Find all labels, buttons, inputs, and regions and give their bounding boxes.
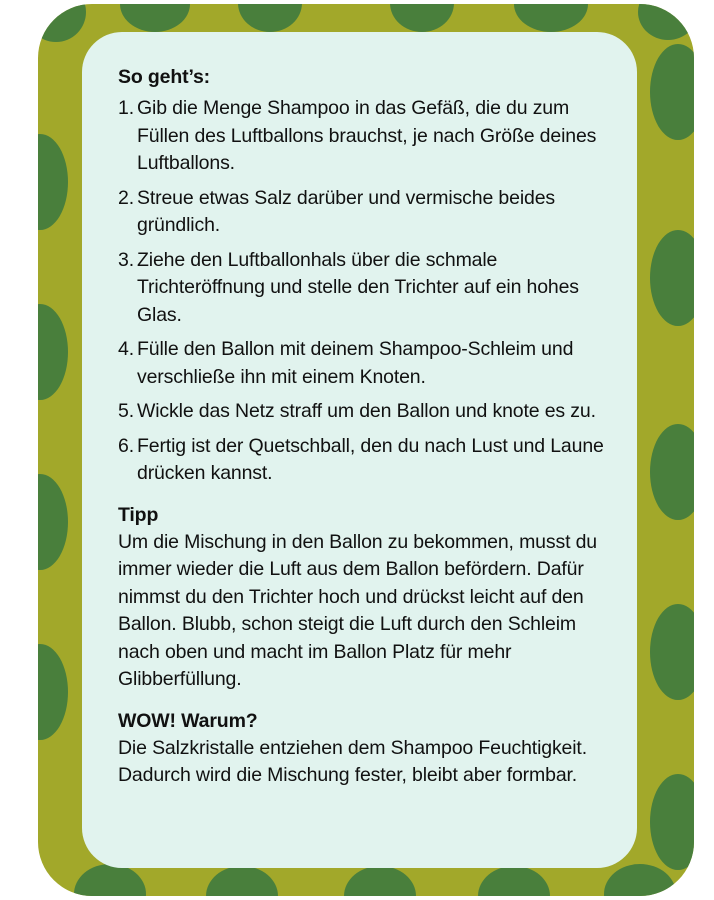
step-text: Fülle den Ballon mit deinem Shampoo-Schleim und verschließe ihn mit einem Knoten. (137, 338, 574, 388)
polka-dot (344, 866, 416, 896)
step-text: Wickle das Netz straff um den Ballon und knote es zu. (137, 400, 596, 422)
step-item (118, 95, 618, 178)
polka-dot (638, 4, 694, 40)
polka-dot (650, 774, 694, 870)
step-item (118, 185, 618, 240)
polka-dot (74, 864, 146, 896)
instruction-text (118, 64, 618, 790)
why-heading: WOW! Warum? (118, 709, 258, 732)
polka-dot (120, 4, 190, 32)
polka-dot (650, 44, 694, 140)
polka-dot (478, 866, 550, 896)
polka-dot (38, 134, 68, 230)
why-text: Die Salzkristalle entziehen dem Shampoo Feuchtigkeit. Dadurch wird die Mischung fester, bleibt aber formbar. (118, 736, 587, 786)
step-number: 4. (118, 338, 134, 360)
polka-dot (206, 866, 278, 896)
tip-text: Um die Mischung in den Ballon zu bekommen, musst du immer wieder die Luft aus dem Ballon befördern. Dafür nimmst du den Trichter hoch und drückst leicht auf den Ballon. Blubb, schon steigt die Luft durch den Schleim nach oben und macht im Ballon Platz für mehr Glibberfüllung. (118, 530, 598, 690)
polka-dot (38, 4, 86, 42)
step-number: 2. (118, 186, 134, 209)
step-number: 5. (118, 400, 134, 422)
polka-dot (514, 4, 588, 32)
polka-dot (38, 474, 68, 570)
step-text: Streue etwas Salz darüber und vermische beides gründlich. (137, 186, 555, 236)
polka-dot (650, 230, 694, 326)
polka-dot (38, 644, 68, 740)
step-number: 6. (118, 434, 134, 457)
step-item (118, 247, 618, 330)
polka-dot (604, 864, 676, 896)
step-number: 1. (118, 97, 134, 119)
polka-dot (238, 4, 302, 32)
steps-list (118, 95, 618, 488)
polka-dot (38, 304, 68, 400)
step-item (118, 433, 618, 488)
polka-dot (650, 604, 694, 700)
step-number: 3. (118, 248, 134, 271)
step-text: Ziehe den Luftballonhals über die schmale Trichteröffnung und stelle den Trichter auf ein hohes Glas. (137, 248, 579, 326)
tip-heading: Tipp (118, 503, 159, 526)
tip-section (118, 502, 618, 694)
steps-heading: So geht’s: (118, 66, 211, 88)
step-text: Gib die Menge Shampoo in das Gefäß, die du zum Füllen des Luftballons brauchst, je nach Größe deines Luftballons. (137, 97, 597, 174)
polka-dot (650, 424, 694, 520)
step-text: Fertig ist der Quetschball, den du nach Lust und Laune drücken kannst. (137, 434, 604, 484)
step-item (118, 398, 618, 426)
polka-dot (390, 4, 454, 32)
step-item (118, 336, 618, 391)
why-section (118, 708, 618, 790)
